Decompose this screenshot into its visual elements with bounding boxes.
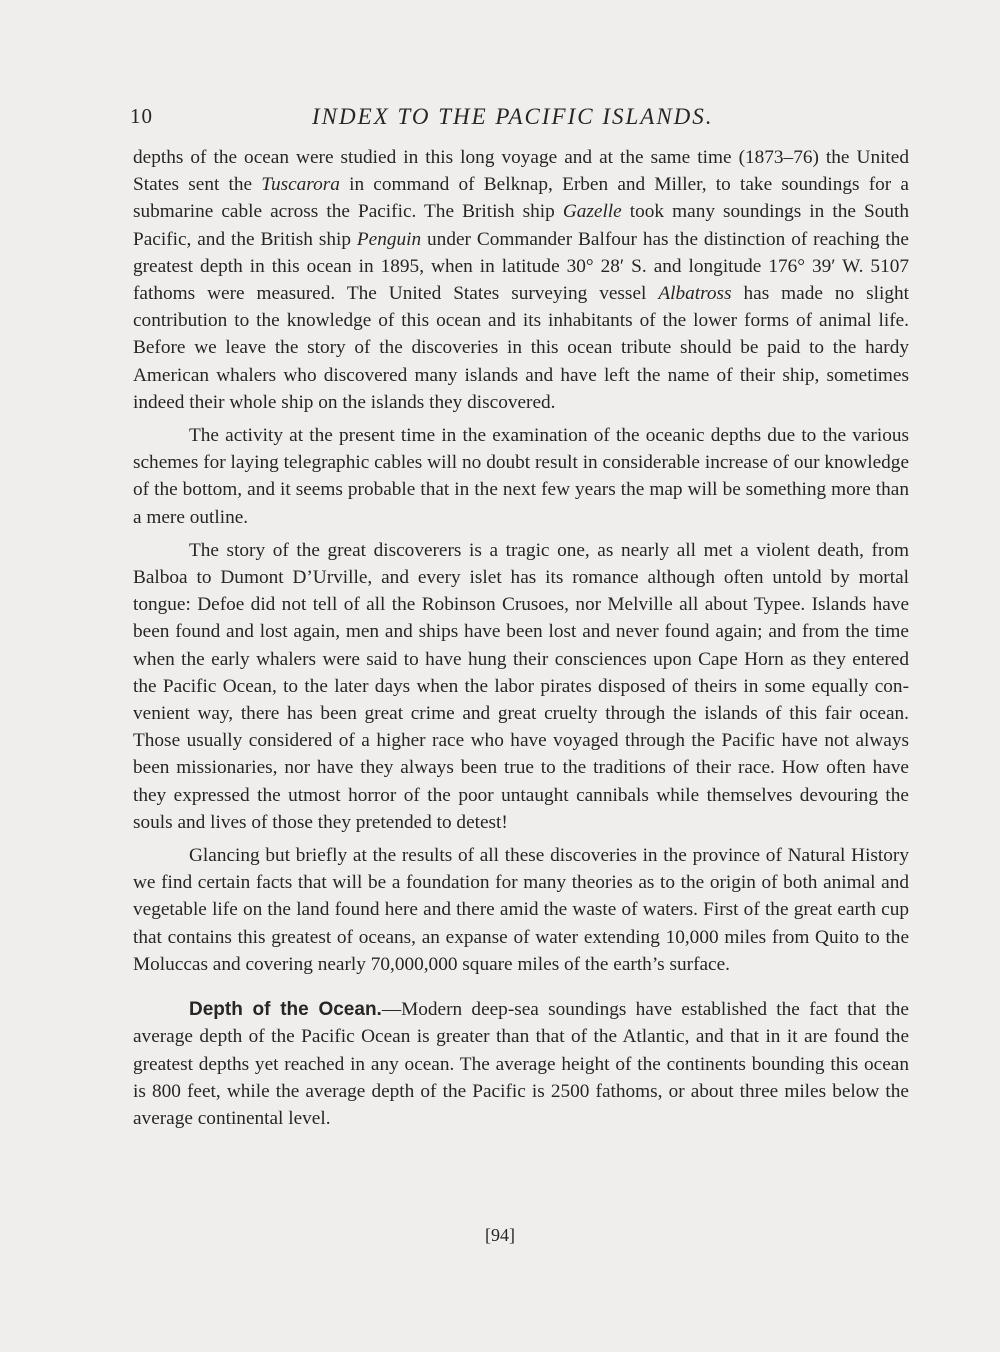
running-head [130,104,910,134]
page-number: 10 [130,104,153,128]
text-run: The story of the great discoverers is a tragic one, as nearly all met a violent death, from Balboa to Dumont D’Urville, and every islet has its romance although often untold by mortal tongue: Defoe did not tell of all the Robinson Crusoes, nor Melville all about Typee. Islands have been found and lost again, men and ships have been lost and never found again; and from the time when the early whalers were said to have hung their consciences upon Cape Horn as they entered the Pacific Ocean, to the later days when the labor pirates disposed of theirs in some equally convenient way, there has been great crime and great cruelty through the islands of this fair ocean. Those usually considered of a higher race who have voyaged through the Pacific have not always been missionaries, nor have they always been true to the traditions of their race. How often have they expressed the utmost horror of the poor untaught cannibals while themselves devouring the souls and lives of those they pretended to detest! [133,539,909,833]
text-run: under Commander Balfour has the distinction of reaching the greatest depth in this ocean in 1895, when in latitude 30° 28′ S. and longitude 176° 39′ W. 5107 fathoms were measured. The United States surveying vessel [133,228,909,305]
text-run: in command of Belknap, Erben and Miller, to take soundings for a submarine cable across the Pacific. The British ship [133,174,909,223]
running-title: INDEX TO THE PACIFIC ISLANDS. [312,104,714,129]
paragraph [133,144,909,416]
text-run: took many soundings in the South Pacific, and the British ship [133,201,909,250]
text-run: has made no slight contribution to the knowledge of this ocean and its inhabitants of the lower forms of animal life. Before we leave the story of the discoveries in this ocean tribute should be paid to the hardy American whalers who discovered many islands and have left the name of their ship, sometimes indeed their whole ship on the islands they discovered. [133,283,909,413]
folio [0,1225,1000,1246]
italic-ship-name: Albatross [658,283,732,305]
italic-ship-name: Penguin [356,228,422,250]
text-run: —Modern deep-sea soundings have established the fact that the average depth of the Pacific Ocean is greater than that of the Atlantic, and that in it are found the greatest depths yet reached in any ocean. The average height of the continents bounding this ocean is 800 feet, while the average depth of the Pacific is 2500 fathoms, or about three miles below the average continental level. [133,999,909,1129]
italic-ship-name: Tuscarora [261,174,340,196]
text-run: depths of the ocean were studied in this long voyage and at the same time (1873–76) the United States sent the [133,147,909,196]
text-run: The activity at the present time in the examination of the oceanic depths due to the various schemes for laying telegraphic cables will no doubt result in considerable increase of our knowledge of the bottom, and it seems probable that in the next few years the map will be something more than a mere outline. [133,425,909,528]
paragraph [133,842,909,978]
text-run: Glancing but briefly at the results of all these discoveries in the province of Natural History we find certain facts that will be a foundation for many theories as to the origin of both animal and vegetable life on the land found here and there amid the waste of waters. First of the great earth cup that contains this greatest of oceans, an expanse of water extending 10,000 miles from Quito to the Moluccas and covering nearly 70,000,000 square miles of the earth’s surface. [133,845,909,975]
paragraph [133,537,909,836]
body-text [133,144,909,1138]
folio-number: [94] [485,1225,515,1245]
italic-ship-name: Gazelle [562,201,622,223]
section-heading: Depth of the Ocean. [189,999,382,1021]
paragraph [133,422,909,531]
paragraph-depth-of-the-ocean [133,996,909,1132]
